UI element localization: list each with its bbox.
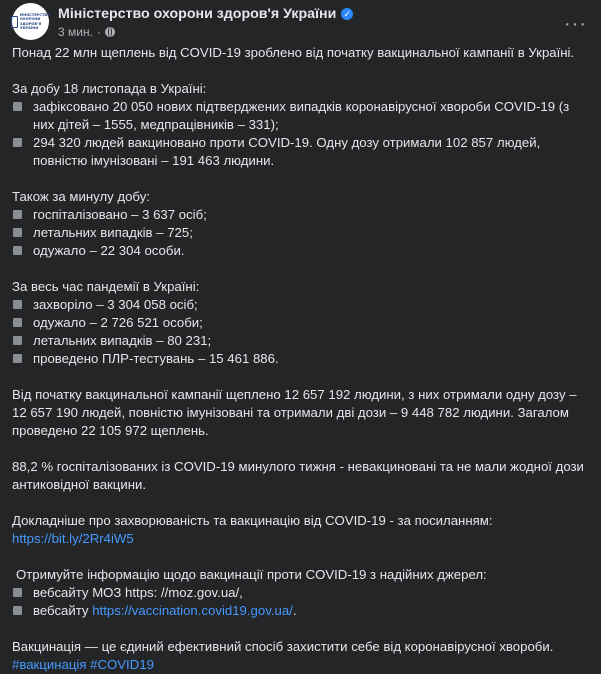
more-info-text: Докладніше про захворюваність та вакцинацію від COVID-19 - за посиланням: xyxy=(12,513,493,528)
also-heading: Також за минулу добу: xyxy=(12,189,150,204)
post-time-row xyxy=(58,24,564,40)
bullet-square-icon xyxy=(13,300,22,309)
page-name-row xyxy=(58,5,564,23)
day-heading: За добу 18 листопада в Україні: xyxy=(12,81,207,96)
list-item: летальних випадків – 80 231; xyxy=(12,332,589,350)
more-options-icon[interactable]: ··· xyxy=(564,13,587,35)
ministry-logo-icon xyxy=(11,13,50,30)
separator-dot: · xyxy=(96,25,101,39)
more-info-link[interactable]: https://bit.ly/2Rr4iW5 xyxy=(12,531,134,546)
list-item: летальних випадків – 725; xyxy=(12,224,589,242)
list-item: вебсайту https://vaccination.covid19.gov.ua/. xyxy=(12,602,589,620)
post-intro: Понад 22 млн щеплень від COVID-19 зроблено від початку вакцинальної кампанії в Україні. xyxy=(12,45,575,60)
bullet-square-icon xyxy=(13,336,22,345)
list-item: одужало – 2 726 521 особи; xyxy=(12,314,589,332)
list-item: проведено ПЛР-тестувань – 15 461 886. xyxy=(12,350,589,368)
vaccination-site-link[interactable]: https://vaccination.covid19.gov.ua/ xyxy=(92,603,293,618)
logo-text: МІНІСТЕРСТВО ОХОРОНИ ЗДОРОВʼЯ УКРАЇНИ xyxy=(19,13,51,30)
closing-text: Вакцинація — це єдиний ефективний спосіб захистити себе від коронавірусної хвороби. xyxy=(12,639,554,654)
bullet-square-icon xyxy=(13,138,22,147)
list-item: госпіталізовано – 3 637 осіб; xyxy=(12,206,589,224)
hashtag-vaccination[interactable]: #вакцинація xyxy=(12,657,87,672)
list-item: вебсайту МОЗ https: //moz.gov.ua/, xyxy=(12,584,589,602)
vaccination-summary: Від початку вакцинальної кампанії щеплено 12 657 192 людини, з них отримали одну дозу – 12 657 190 людей, повністю імунізовані та отримали дві дози – 9 448 782 людини. Загалом проведено 22 105 972 щеплень. xyxy=(12,387,577,438)
bullet-square-icon xyxy=(13,246,22,255)
post-header xyxy=(12,0,589,44)
hashtag-covid19[interactable]: #COVID19 xyxy=(90,657,154,672)
list-item: одужало – 22 304 особи. xyxy=(12,242,589,260)
post-body xyxy=(12,44,589,674)
bullet-square-icon xyxy=(13,354,22,363)
avatar[interactable] xyxy=(12,3,49,40)
post-timestamp[interactable]: 3 мин. xyxy=(58,25,93,39)
list-item: захворіло – 3 304 058 осіб; xyxy=(12,296,589,314)
hashtags xyxy=(12,656,589,674)
hospitalized-note: 88,2 % госпіталізованих із COVID-19 минулого тижня - невакциновані та не мали жодної дози антиковідної вакцини. xyxy=(12,459,584,492)
globe-icon xyxy=(105,27,115,37)
list-item: 294 320 людей вакциновано проти COVID-19. Одну дозу отримали 102 857 людей, повністю імунізовані – 191 463 людини. xyxy=(12,134,589,170)
bullet-square-icon xyxy=(13,228,22,237)
bullet-square-icon xyxy=(13,588,22,597)
pandemic-heading: За весь час пандемії в Україні: xyxy=(12,279,200,294)
page-name-link[interactable]: Міністерство охорони здоров'я України xyxy=(58,6,337,22)
bullet-square-icon xyxy=(13,102,22,111)
post-meta xyxy=(58,4,564,40)
bullet-square-icon xyxy=(13,210,22,219)
bullet-square-icon xyxy=(13,318,22,327)
list-item: зафіксовано 20 050 нових підтверджених випадків коронавірусної хвороби COVID-19 (з них дітей – 1555, медпрацівників – 331); xyxy=(12,98,589,134)
logo-mark-icon xyxy=(11,16,18,28)
verified-badge-icon: ✓ xyxy=(341,8,353,20)
sources-heading: Отримуйте інформацію щодо вакцинації проти COVID-19 з надійних джерел: xyxy=(16,567,487,582)
bullet-square-icon xyxy=(13,606,22,615)
